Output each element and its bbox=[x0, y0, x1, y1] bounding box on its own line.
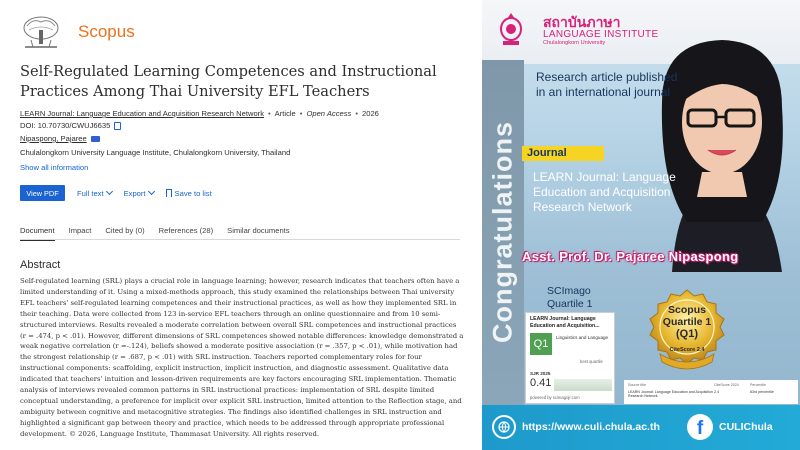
cell-percentile: 83rd percentile bbox=[750, 390, 774, 394]
author-link[interactable]: Nipaspong, Pajaree bbox=[20, 134, 87, 143]
research-article-text: Research article published in an international journal bbox=[536, 70, 678, 99]
badge-q1: (Q1) bbox=[676, 328, 698, 340]
publication-year: 2026 bbox=[362, 109, 379, 118]
badge-text bbox=[644, 304, 730, 353]
institute-thai-name: สถาบันภาษา bbox=[543, 14, 621, 30]
doi-row bbox=[20, 121, 121, 130]
badge-citescore: CiteScore 2.4 bbox=[669, 347, 705, 353]
action-bar bbox=[20, 185, 212, 201]
open-access-label: Open Access bbox=[306, 109, 352, 118]
article-title: Self-Regulated Learning Competences and Instructional Practices Among Thai University EFL Teachers bbox=[20, 63, 437, 100]
sj-card-title: LEARN Journal: Language Education and Acquisition... bbox=[530, 316, 600, 329]
tab-similar-documents[interactable]: Similar documents bbox=[227, 226, 290, 235]
website-url[interactable]: https://www.culi.chula.ac.th bbox=[522, 421, 660, 433]
doi-text: DOI: 10.70730/CWUJ6635 bbox=[20, 121, 111, 130]
scimago-quartile-label bbox=[547, 285, 593, 311]
journal-tag: Journal bbox=[522, 146, 604, 161]
citescore-table-header bbox=[628, 383, 794, 387]
copy-icon[interactable] bbox=[114, 122, 121, 130]
full-text-label: Full text bbox=[77, 188, 104, 198]
professor-name: Asst. Prof. Dr. Pajaree Nipaspong bbox=[522, 249, 739, 264]
sj-quartile-box: Q1 bbox=[530, 333, 552, 355]
email-icon[interactable] bbox=[91, 136, 100, 142]
facebook-page-name[interactable]: CULIChula bbox=[719, 421, 773, 433]
sjr-label: SJR 2025 bbox=[530, 371, 551, 376]
document-type: Article bbox=[274, 109, 296, 118]
full-text-button[interactable] bbox=[77, 189, 112, 198]
chevron-down-icon bbox=[106, 188, 113, 195]
abstract-text: Self-regulated learning (SRL) plays a crucial role in language learning; however, research indicates that teachers often have a limited understanding of it. Using a mixed-methods approach, this study examined the relationships between Thai university EFL teachers' self-regulated learning competences and their instructional practices, as well as how they implemented SRL in their teaching. Data were collected from 123 in-service EFL teachers through an online questionnaire and from 10 semi-structured interviews. Results revealed a moderate correlation between overall SRL competences and instructional practices (r = .474, p < .01). However, different dimensions of SRL competences showed notable differences: knowledge demonstrated a weak negative correlation (r =-.124), beliefs showed a moderate positive association (r = .357, p < .01), while motivation had the strongest relationship (r = .687, p < .01) with SRL instruction. Teachers reported complementary roles for four instructional components: scaffolding, explicit instruction, implicit instruction, and diagnostic assessment. Qualitative data indicated that teachers' intuition and lesson-driven requirements are key factors encouraging SRL implementation. Thematic analysis of interviews revealed common patterns in SRL instructional practices: implementation of SRL despite limited conceptual understanding, a preference for implicit over explicit SRL instruction, limited attention to the Reflection stage, and ambiguity between cognitive and metacognitive strategies. The findings also identified challenges in SRL instruction and highlighted a significant gap between theory and practice, which needs to be addressed through appropriate professional development. © 2026, Language Institute, Thammasat University. All rights reserved. bbox=[20, 277, 464, 438]
globe-icon bbox=[492, 415, 516, 439]
badge-quartile: Quartile 1 bbox=[662, 316, 712, 328]
journal-name: LEARN Journal: Language Education and Acquisition Research Network bbox=[533, 170, 676, 214]
tabs-divider bbox=[20, 239, 460, 240]
chulalongkorn-seal-icon bbox=[497, 11, 525, 47]
article-meta: LEARN Journal: Language Education and Acquisition Research Network • Article • Open Access • 2026 bbox=[20, 109, 379, 118]
professor-portrait bbox=[632, 22, 800, 272]
bookmark-icon bbox=[166, 189, 172, 197]
export-label: Export bbox=[123, 188, 146, 198]
elsevier-tree-logo-icon[interactable] bbox=[19, 16, 63, 50]
poster-footer bbox=[482, 405, 800, 450]
abstract-heading: Abstract bbox=[20, 259, 61, 271]
tab-document[interactable]: Document bbox=[20, 226, 55, 241]
header-source-title: Source title bbox=[628, 383, 646, 387]
congratulations-poster bbox=[482, 0, 800, 450]
quartile-label: Quartile 1 bbox=[547, 298, 593, 310]
scimago-card bbox=[525, 312, 615, 404]
facebook-icon[interactable]: f bbox=[687, 414, 713, 440]
affiliation: Chulalongkorn University Language Institute, Chulalongkorn University, Thailand bbox=[20, 148, 291, 157]
sjr-chart bbox=[554, 379, 612, 391]
sjr-value: 0.41 bbox=[530, 377, 552, 389]
tab-impact[interactable]: Impact bbox=[68, 226, 92, 235]
save-to-list-label: Save to list bbox=[174, 188, 212, 198]
citescore-table bbox=[624, 380, 798, 404]
sj-powered-by: powered by scimagojr.com bbox=[530, 395, 580, 400]
congratulations-text: Congratulations bbox=[487, 121, 518, 343]
tab-references[interactable]: References (28) bbox=[158, 226, 214, 235]
header-percentile: Percentile bbox=[750, 383, 766, 387]
table-row bbox=[628, 390, 794, 398]
institute-university: Chulalongkorn University bbox=[543, 40, 606, 46]
scimago-label: SCImago bbox=[547, 285, 591, 297]
save-to-list-button[interactable] bbox=[166, 189, 212, 198]
header-citescore: CiteScore 2024 bbox=[714, 383, 739, 387]
show-all-information-link[interactable]: Show all information bbox=[20, 163, 89, 172]
source-title-link[interactable]: LEARN Journal: Language Education and Acquisition Research Network bbox=[20, 109, 264, 118]
sj-category: Linguistics and Language bbox=[556, 335, 609, 340]
institute-english-name: LANGUAGE INSTITUTE bbox=[543, 29, 659, 40]
cell-source-title: LEARN Journal: Language Education and Acquisition Research Network bbox=[628, 390, 713, 398]
export-button[interactable] bbox=[124, 189, 154, 198]
view-pdf-button[interactable]: View PDF bbox=[20, 185, 65, 201]
badge-scopus: Scopus bbox=[668, 304, 706, 316]
scopus-logo-text[interactable]: Scopus bbox=[78, 22, 135, 41]
author-row bbox=[20, 134, 100, 143]
tab-cited-by[interactable]: Cited by (0) bbox=[105, 226, 145, 235]
sj-best-quartile: best quartile bbox=[580, 359, 603, 364]
cell-citescore: 2.4 bbox=[714, 390, 719, 394]
chevron-down-icon bbox=[148, 188, 155, 195]
